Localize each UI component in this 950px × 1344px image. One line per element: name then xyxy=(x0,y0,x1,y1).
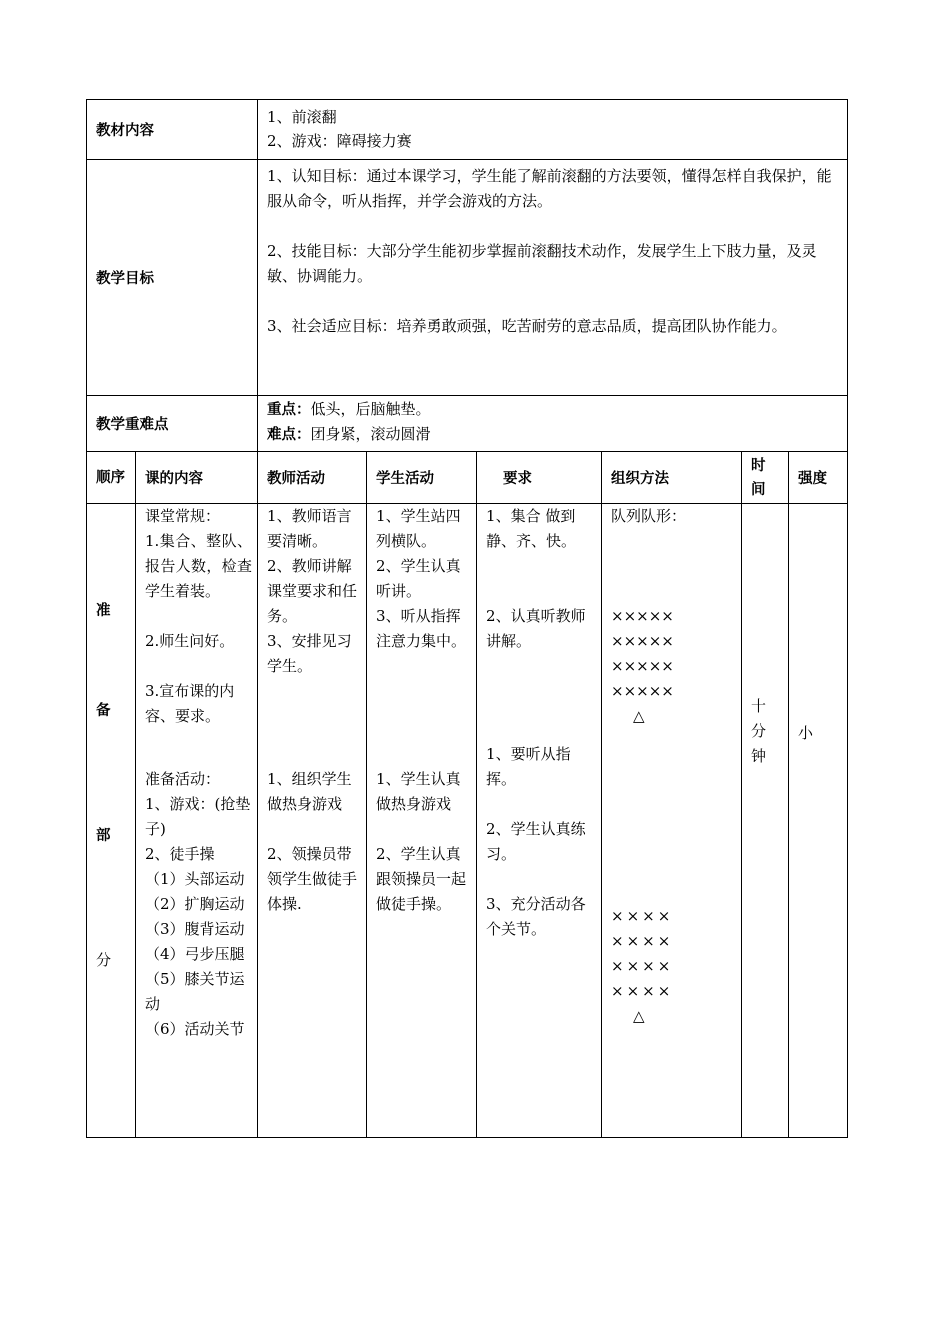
formation-row: ××××× xyxy=(611,607,674,625)
material-item: 1、前滚翻 xyxy=(267,108,337,126)
key-content-cell xyxy=(258,396,848,452)
exercise-item: （3）腹背运动 xyxy=(145,920,245,938)
organization-cell xyxy=(602,504,742,1138)
requirement-item: 1、集合 做到静、齐、快。 xyxy=(486,507,577,550)
section-name-char: 备 xyxy=(96,703,111,719)
intensity-value: 小 xyxy=(798,724,814,742)
difficulty: 团身紧，滚动圆滑 xyxy=(310,425,431,443)
teacher-item: 2、领操员带领学生做徒手体操. xyxy=(267,845,358,913)
teacher-item: 1、教师语言要清晰。 xyxy=(267,507,352,550)
organization-title: 队列队形： xyxy=(611,507,687,525)
formation-row: ××××× xyxy=(611,682,674,700)
warmup-title: 准备活动： xyxy=(145,770,221,788)
col-header-student: 学生活动 xyxy=(367,452,477,504)
key-point: 低头，后脑触垫。 xyxy=(310,400,431,418)
col-header-time: 时间 xyxy=(742,452,789,504)
teacher-position-mark: △ xyxy=(633,1007,645,1025)
requirement-item: 2、学生认真练习。 xyxy=(486,820,586,863)
goal-skill: 2、技能目标：大部分学生能初步掌握前滚翻技术动作，发展学生上下肢力量，及灵敏、协调能力。 xyxy=(267,242,817,285)
material-item: 2、游戏：障碍接力赛 xyxy=(267,132,412,150)
goal-social: 3、社会适应目标：培养勇敢顽强，吃苦耐劳的意志品质，提高团队协作能力。 xyxy=(267,317,787,335)
routine-item: 1.集合、整队、报告人数，检查学生着装。 xyxy=(145,532,253,600)
goals-content-cell xyxy=(258,160,848,396)
prep-section-row xyxy=(87,504,848,1138)
formation-row: ×××× xyxy=(611,907,674,925)
requirement-item: 3、充分活动各个关节。 xyxy=(486,895,586,938)
material-content-cell xyxy=(258,100,848,160)
material-label: 教材内容 xyxy=(96,123,154,139)
requirement-cell xyxy=(477,504,602,1138)
section-name-char: 部 xyxy=(96,828,111,844)
col-header-organization: 组织方法 xyxy=(602,452,742,504)
exercise-item: （6）活动关节 xyxy=(145,1020,245,1038)
exercise-item: （2）扩胸运动 xyxy=(145,895,245,913)
time-char: 十 xyxy=(751,697,767,715)
exercise-item: （4）弓步压腿 xyxy=(145,945,245,963)
key-label-cell xyxy=(87,396,258,452)
formation-row: ×××× xyxy=(611,957,674,975)
goals-label-cell xyxy=(87,160,258,396)
time-char: 分 xyxy=(751,722,767,740)
formation-row: ××××× xyxy=(611,657,674,675)
goals-label: 教学目标 xyxy=(96,271,154,287)
formation-row: ×××× xyxy=(611,982,674,1000)
teacher-activity-cell xyxy=(258,504,367,1138)
warmup-item: 1、游戏：(抢垫子) xyxy=(145,795,251,838)
student-item: 3、听从指挥注意力集中。 xyxy=(376,607,467,650)
material-row xyxy=(87,100,848,160)
teacher-item: 1、组织学生做热身游戏 xyxy=(267,770,352,813)
col-header-requirement: 要求 xyxy=(477,452,602,504)
routine-item: 3.宣布课的内容、要求。 xyxy=(145,682,235,725)
formation-row: ×××× xyxy=(611,932,674,950)
col-header-teacher: 教师活动 xyxy=(258,452,367,504)
student-item: 2、学生认真跟领操员一起做徒手操。 xyxy=(376,845,467,913)
section-name-char: 准 xyxy=(96,603,111,619)
exercise-item: （5）膝关节运动 xyxy=(145,970,245,1013)
warmup-item: 2、徒手操 xyxy=(145,845,215,863)
student-item: 1、学生认真做热身游戏 xyxy=(376,770,461,813)
student-activity-cell xyxy=(367,504,477,1138)
time-cell xyxy=(742,504,789,1138)
student-item: 2、学生认真听讲。 xyxy=(376,557,461,600)
requirement-item: 2、认真听教师讲解。 xyxy=(486,607,586,650)
lesson-plan-table xyxy=(86,99,848,1138)
time-char: 钟 xyxy=(751,747,767,765)
key-points-row xyxy=(87,396,848,452)
difficulty-label: 难点： xyxy=(267,427,311,443)
section-name-char: 分 xyxy=(96,951,112,969)
goal-cognitive: 1、认知目标：通过本课学习，学生能了解前滚翻的方法要领，懂得怎样自我保护，能服从命令，听从指挥，并学会游戏的方法。 xyxy=(267,167,832,210)
teacher-position-mark: △ xyxy=(633,707,645,725)
intensity-cell xyxy=(789,504,848,1138)
key-label: 教学重难点 xyxy=(96,417,169,433)
routine-title: 课堂常规： xyxy=(145,507,221,525)
teacher-item: 2、教师讲解课堂要求和任务。 xyxy=(267,557,358,625)
col-header-content: 课的内容 xyxy=(136,452,258,504)
col-header-order: 顺序 xyxy=(87,452,136,504)
key-point-label: 重点： xyxy=(267,402,311,418)
section-name-cell xyxy=(87,504,136,1138)
student-item: 1、学生站四列横队。 xyxy=(376,507,461,550)
column-header-row xyxy=(87,452,848,504)
material-label-cell xyxy=(87,100,258,160)
content-cell xyxy=(136,504,258,1138)
formation-row: ××××× xyxy=(611,632,674,650)
requirement-item: 1、要听从指挥。 xyxy=(486,745,571,788)
col-header-intensity: 强度 xyxy=(789,452,848,504)
goals-row xyxy=(87,160,848,396)
exercise-item: （1）头部运动 xyxy=(145,870,245,888)
routine-item: 2.师生问好。 xyxy=(145,632,235,650)
teacher-item: 3、安排见习学生。 xyxy=(267,632,352,675)
